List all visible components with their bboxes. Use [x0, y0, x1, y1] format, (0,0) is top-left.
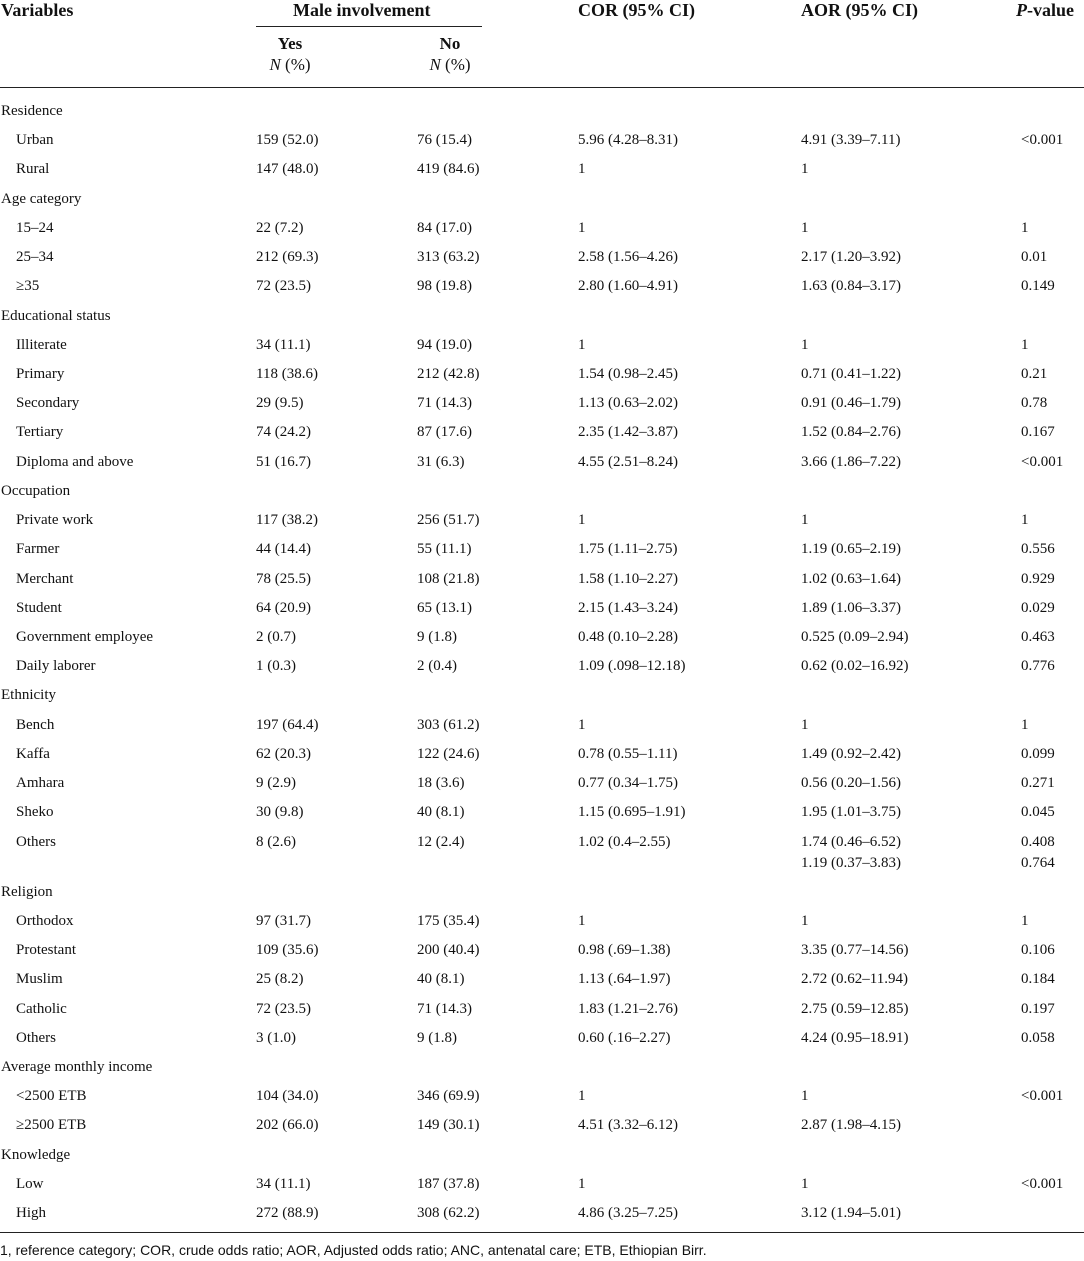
table-row — [0, 363, 1084, 385]
cor-value: 0.60 (.16–2.27) — [578, 1030, 671, 1046]
yes-count: 25 (8.2) — [256, 971, 304, 987]
aor-value: 3.12 (1.94–5.01) — [801, 1205, 901, 1221]
table-row — [0, 1173, 1084, 1195]
row-label: Student — [16, 600, 62, 616]
aor-value: 4.24 (0.95–18.91) — [801, 1030, 909, 1046]
group-row — [0, 100, 1084, 122]
table-row — [0, 998, 1084, 1020]
p-italic: P — [1016, 0, 1027, 20]
no-count: 84 (17.0) — [417, 220, 472, 236]
header-aor: AOR (95% CI) — [801, 0, 918, 20]
row-label: Catholic — [16, 1001, 67, 1017]
group-row — [0, 1144, 1084, 1166]
group-row — [0, 188, 1084, 210]
p-value: 0.776 — [1021, 658, 1055, 674]
cor-value: 0.48 (0.10–2.28) — [578, 629, 678, 645]
row-label: Primary — [16, 366, 65, 382]
no-count: 40 (8.1) — [417, 971, 465, 987]
yes-count: 3 (1.0) — [256, 1030, 296, 1046]
yes-count: 118 (38.6) — [256, 366, 318, 382]
table-row — [0, 852, 1084, 874]
cor-value: 1.15 (0.695–1.91) — [578, 804, 686, 820]
table-row — [0, 831, 1084, 853]
aor-value: 2.87 (1.98–4.15) — [801, 1117, 901, 1133]
row-label: Rural — [16, 161, 50, 177]
p-value: 0.099 — [1021, 746, 1055, 762]
cor-value: 1.54 (0.98–2.45) — [578, 366, 678, 382]
p-value: 0.184 — [1021, 971, 1055, 987]
p-value: <0.001 — [1021, 1176, 1064, 1192]
aor-value: 2.75 (0.59–12.85) — [801, 1001, 909, 1017]
cor-value: 1 — [578, 512, 586, 528]
group-label: Ethnicity — [1, 687, 56, 703]
aor-value: 1 — [801, 220, 809, 236]
cor-value: 0.78 (0.55–1.11) — [578, 746, 678, 762]
table-row — [0, 538, 1084, 560]
p-value: 0.463 — [1021, 629, 1055, 645]
no-count: 65 (13.1) — [417, 600, 472, 616]
p-value: 1 — [1021, 913, 1029, 929]
aor-value: 1 — [801, 512, 809, 528]
p-value: 0.764 — [1021, 855, 1055, 871]
yes-count: 64 (20.9) — [256, 600, 311, 616]
subheader-yes — [250, 33, 330, 75]
no-count: 187 (37.8) — [417, 1176, 480, 1192]
cor-value: 1 — [578, 337, 586, 353]
row-label: Diploma and above — [16, 454, 134, 470]
cor-value: 5.96 (4.28–8.31) — [578, 132, 678, 148]
no-count: 419 (84.6) — [417, 161, 480, 177]
yes-count: 34 (11.1) — [256, 337, 311, 353]
yes-count: 104 (34.0) — [256, 1088, 319, 1104]
row-label: Government employee — [16, 629, 154, 645]
row-label: Sheko — [16, 804, 54, 820]
yes-count: 212 (69.3) — [256, 249, 319, 265]
row-label: Secondary — [16, 395, 80, 411]
no-count: 108 (21.8) — [417, 571, 480, 587]
p-value: 0.149 — [1021, 278, 1055, 294]
row-label: Amhara — [16, 775, 65, 791]
yes-count: 272 (88.9) — [256, 1205, 319, 1221]
table-row — [0, 968, 1084, 990]
cor-value: 1.83 (1.21–2.76) — [578, 1001, 678, 1017]
no-count: 9 (1.8) — [417, 1030, 457, 1046]
yes-count: 159 (52.0) — [256, 132, 319, 148]
no-count: 98 (19.8) — [417, 278, 472, 294]
aor-value: 1.02 (0.63–1.64) — [801, 571, 901, 587]
p-value: 0.029 — [1021, 600, 1055, 616]
table-row — [0, 655, 1084, 677]
table-row — [0, 275, 1084, 297]
row-label: <2500 ETB — [16, 1088, 87, 1104]
p-value: 0.01 — [1021, 249, 1048, 265]
row-label: Muslim — [16, 971, 63, 987]
no-count: 2 (0.4) — [417, 658, 457, 674]
aor-value: 2.17 (1.20–3.92) — [801, 249, 901, 265]
cor-value: 4.86 (3.25–7.25) — [578, 1205, 678, 1221]
no-count: 346 (69.9) — [417, 1088, 480, 1104]
table-row — [0, 129, 1084, 151]
row-label: Bench — [16, 717, 55, 733]
header-bottom-rule — [0, 87, 1084, 88]
aor-value: 1.95 (1.01–3.75) — [801, 804, 901, 820]
table-row — [0, 714, 1084, 736]
yes-count: 74 (24.2) — [256, 424, 311, 440]
cor-value: 1.02 (0.4–2.55) — [578, 834, 671, 850]
no-label: No — [439, 34, 461, 53]
cor-value: 4.55 (2.51–8.24) — [578, 454, 678, 470]
no-count: 76 (15.4) — [417, 132, 472, 148]
table-row — [0, 334, 1084, 356]
aor-value: 1 — [801, 913, 809, 929]
no-count: 71 (14.3) — [417, 395, 472, 411]
cor-value: 1.13 (0.63–2.02) — [578, 395, 678, 411]
yes-count: 72 (23.5) — [256, 1001, 311, 1017]
header-cor: COR (95% CI) — [578, 0, 695, 20]
yes-count: 44 (14.4) — [256, 541, 311, 557]
aor-value: 1 — [801, 1176, 809, 1192]
yes-count: 109 (35.6) — [256, 942, 319, 958]
cor-value: 1 — [578, 1088, 586, 1104]
group-row — [0, 684, 1084, 706]
table-row — [0, 246, 1084, 268]
no-count: 149 (30.1) — [417, 1117, 480, 1133]
row-label: ≥2500 ETB — [16, 1117, 87, 1133]
cor-value: 1.75 (1.11–2.75) — [578, 541, 678, 557]
cor-value: 1 — [578, 1176, 586, 1192]
p-value: 1 — [1021, 220, 1029, 236]
cor-value: 1 — [578, 913, 586, 929]
table-row — [0, 1085, 1084, 1107]
p-value: <0.001 — [1021, 1088, 1064, 1104]
table-row — [0, 421, 1084, 443]
yes-n-label: N (%) — [269, 55, 311, 74]
p-value: 0.271 — [1021, 775, 1055, 791]
table-row — [0, 801, 1084, 823]
no-count: 12 (2.4) — [417, 834, 465, 850]
table-row — [0, 158, 1084, 180]
yes-count: 147 (48.0) — [256, 161, 319, 177]
yes-label: Yes — [277, 34, 303, 53]
table-row — [0, 939, 1084, 961]
p-value: 0.197 — [1021, 1001, 1055, 1017]
group-label: Religion — [1, 884, 53, 900]
group-row — [0, 1056, 1084, 1078]
cor-value: 1 — [578, 717, 586, 733]
p-value: 0.556 — [1021, 541, 1055, 557]
row-label: Private work — [16, 512, 94, 528]
aor-value: 0.525 (0.09–2.94) — [801, 629, 909, 645]
p-value: 1 — [1021, 337, 1029, 353]
male-involvement-underline — [256, 26, 482, 27]
row-label: Daily laborer — [16, 658, 96, 674]
no-count: 9 (1.8) — [417, 629, 457, 645]
no-count: 256 (51.7) — [417, 512, 480, 528]
cor-value: 2.80 (1.60–4.91) — [578, 278, 678, 294]
row-label: 25–34 — [16, 249, 54, 265]
no-count: 308 (62.2) — [417, 1205, 480, 1221]
table-row — [0, 451, 1084, 473]
row-label: Merchant — [16, 571, 74, 587]
group-label: Educational status — [1, 308, 111, 324]
no-count: 212 (42.8) — [417, 366, 480, 382]
table-row — [0, 743, 1084, 765]
yes-count: 29 (9.5) — [256, 395, 304, 411]
yes-count: 22 (7.2) — [256, 220, 304, 236]
no-count: 313 (63.2) — [417, 249, 480, 265]
group-label: Average monthly income — [1, 1059, 153, 1075]
table-row — [0, 217, 1084, 239]
yes-count: 78 (25.5) — [256, 571, 311, 587]
cor-value: 2.35 (1.42–3.87) — [578, 424, 678, 440]
yes-count: 202 (66.0) — [256, 1117, 319, 1133]
group-label: Residence — [1, 103, 63, 119]
no-count: 40 (8.1) — [417, 804, 465, 820]
p-value: 0.408 — [1021, 834, 1055, 850]
p-value: 0.167 — [1021, 424, 1055, 440]
group-label: Age category — [1, 191, 82, 207]
table-row — [0, 772, 1084, 794]
p-value: <0.001 — [1021, 132, 1064, 148]
yes-count: 2 (0.7) — [256, 629, 296, 645]
subheader-no — [410, 33, 490, 75]
header-p-value — [1016, 0, 1074, 20]
yes-count: 72 (23.5) — [256, 278, 311, 294]
cor-value: 2.15 (1.43–3.24) — [578, 600, 678, 616]
row-label: ≥35 — [16, 278, 40, 294]
cor-value: 0.77 (0.34–1.75) — [578, 775, 678, 791]
aor-value: 4.91 (3.39–7.11) — [801, 132, 901, 148]
row-label: Others — [16, 834, 56, 850]
aor-value: 3.35 (0.77–14.56) — [801, 942, 909, 958]
row-label: Tertiary — [16, 424, 64, 440]
header-variables: Variables — [1, 0, 74, 20]
aor-value: 1 — [801, 337, 809, 353]
aor-value: 1.19 (0.37–3.83) — [801, 855, 901, 871]
row-label: Urban — [16, 132, 54, 148]
row-label: Others — [16, 1030, 56, 1046]
p-value: 0.045 — [1021, 804, 1055, 820]
p-value: 0.78 — [1021, 395, 1048, 411]
row-label: 15–24 — [16, 220, 54, 236]
no-count: 55 (11.1) — [417, 541, 472, 557]
table-row — [0, 626, 1084, 648]
aor-value: 0.62 (0.02–16.92) — [801, 658, 909, 674]
yes-count: 34 (11.1) — [256, 1176, 311, 1192]
yes-count: 9 (2.9) — [256, 775, 296, 791]
cor-value: 4.51 (3.32–6.12) — [578, 1117, 678, 1133]
table-row — [0, 910, 1084, 932]
no-count: 87 (17.6) — [417, 424, 472, 440]
aor-value: 1.89 (1.06–3.37) — [801, 600, 901, 616]
yes-count: 8 (2.6) — [256, 834, 296, 850]
no-count: 71 (14.3) — [417, 1001, 472, 1017]
aor-value: 0.91 (0.46–1.79) — [801, 395, 901, 411]
row-label: Farmer — [16, 541, 60, 557]
no-count: 303 (61.2) — [417, 717, 480, 733]
yes-count: 97 (31.7) — [256, 913, 311, 929]
cor-value: 1 — [578, 161, 586, 177]
group-row — [0, 881, 1084, 903]
row-label: Protestant — [16, 942, 76, 958]
p-value: 1 — [1021, 717, 1029, 733]
table-footnote: 1, reference category; COR, crude odds ratio; AOR, Adjusted odds ratio; ANC, antenatal care; ETB, Ethiopian Birr. — [0, 1242, 707, 1258]
group-label: Knowledge — [1, 1147, 71, 1163]
group-label: Occupation — [1, 483, 71, 499]
aor-value: 1 — [801, 161, 809, 177]
cor-value: 2.58 (1.56–4.26) — [578, 249, 678, 265]
cor-value: 1.13 (.64–1.97) — [578, 971, 671, 987]
row-label: Illiterate — [16, 337, 67, 353]
no-count: 200 (40.4) — [417, 942, 480, 958]
yes-count: 197 (64.4) — [256, 717, 319, 733]
table-bottom-rule — [0, 1232, 1084, 1233]
row-label: High — [16, 1205, 46, 1221]
table-row — [0, 509, 1084, 531]
no-count: 18 (3.6) — [417, 775, 465, 791]
yes-count: 117 (38.2) — [256, 512, 318, 528]
row-label: Low — [16, 1176, 44, 1192]
p-value: 0.929 — [1021, 571, 1055, 587]
aor-value: 2.72 (0.62–11.94) — [801, 971, 908, 987]
cor-value: 1.09 (.098–12.18) — [578, 658, 686, 674]
aor-value: 1.49 (0.92–2.42) — [801, 746, 901, 762]
aor-value: 1.74 (0.46–6.52) — [801, 834, 901, 850]
aor-value: 3.66 (1.86–7.22) — [801, 454, 901, 470]
aor-value: 1.63 (0.84–3.17) — [801, 278, 901, 294]
group-row — [0, 480, 1084, 502]
no-count: 122 (24.6) — [417, 746, 480, 762]
cor-value: 1 — [578, 220, 586, 236]
table-row — [0, 1114, 1084, 1136]
cor-value: 1.58 (1.10–2.27) — [578, 571, 678, 587]
cor-value: 0.98 (.69–1.38) — [578, 942, 671, 958]
aor-value: 1 — [801, 717, 809, 733]
table-row — [0, 597, 1084, 619]
row-label: Orthodox — [16, 913, 74, 929]
yes-count: 62 (20.3) — [256, 746, 311, 762]
p-value: <0.001 — [1021, 454, 1064, 470]
p-value: 1 — [1021, 512, 1029, 528]
yes-count: 30 (9.8) — [256, 804, 304, 820]
aor-value: 0.56 (0.20–1.56) — [801, 775, 901, 791]
no-count: 31 (6.3) — [417, 454, 465, 470]
aor-value: 0.71 (0.41–1.22) — [801, 366, 901, 382]
aor-value: 1.52 (0.84–2.76) — [801, 424, 901, 440]
header-male-involvement: Male involvement — [293, 0, 431, 20]
p-value: 0.058 — [1021, 1030, 1055, 1046]
row-label: Kaffa — [16, 746, 50, 762]
group-row — [0, 305, 1084, 327]
no-n-label: N (%) — [429, 55, 471, 74]
table-row — [0, 1027, 1084, 1049]
p-value: 0.106 — [1021, 942, 1055, 958]
yes-count: 51 (16.7) — [256, 454, 311, 470]
table-row — [0, 1202, 1084, 1224]
p-value-suffix: -value — [1027, 0, 1074, 20]
no-count: 175 (35.4) — [417, 913, 480, 929]
p-value: 0.21 — [1021, 366, 1048, 382]
aor-value: 1.19 (0.65–2.19) — [801, 541, 901, 557]
no-count: 94 (19.0) — [417, 337, 472, 353]
aor-value: 1 — [801, 1088, 809, 1104]
table-row — [0, 392, 1084, 414]
yes-count: 1 (0.3) — [256, 658, 296, 674]
table-row — [0, 568, 1084, 590]
